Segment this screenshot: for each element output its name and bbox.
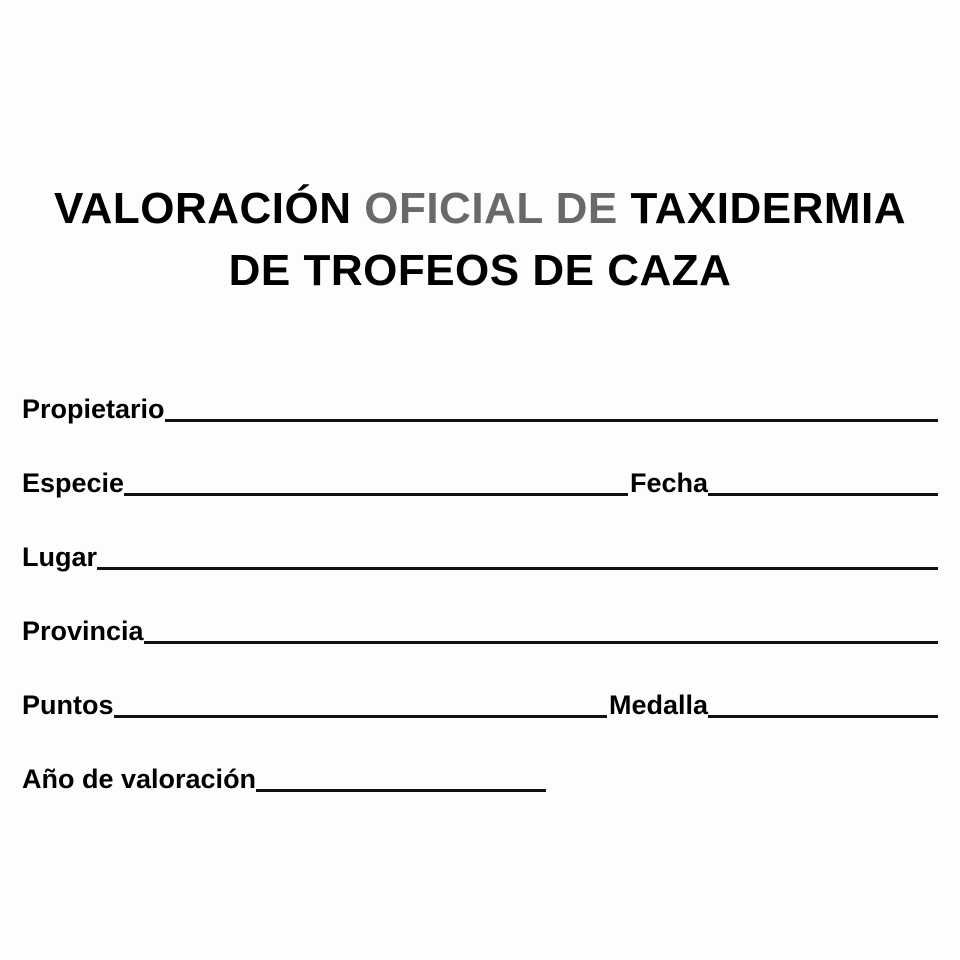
title-line-1-strong: VALORACIÓN bbox=[53, 184, 365, 233]
title-line-1-tail: TAXIDERMIA bbox=[630, 184, 906, 233]
form-fields bbox=[22, 352, 938, 796]
input-medalla[interactable] bbox=[708, 715, 938, 718]
label-medalla: Medalla bbox=[608, 690, 708, 720]
label-especie: Especie bbox=[22, 468, 125, 498]
input-puntos[interactable] bbox=[114, 715, 607, 718]
label-provincia: Provincia bbox=[22, 616, 144, 646]
form-title bbox=[0, 178, 960, 303]
input-fecha[interactable] bbox=[708, 493, 938, 496]
field-row-puntos bbox=[22, 648, 938, 722]
title-line-1 bbox=[0, 178, 960, 240]
label-ano-de-valoracion: Año de valoración bbox=[22, 764, 257, 794]
input-ano-de-valoracion[interactable] bbox=[256, 789, 546, 792]
label-lugar: Lugar bbox=[22, 542, 98, 572]
input-propietario[interactable] bbox=[165, 419, 938, 422]
field-row-lugar bbox=[22, 500, 938, 574]
label-fecha: Fecha bbox=[629, 468, 708, 498]
input-lugar[interactable] bbox=[97, 567, 938, 570]
field-row-provincia bbox=[22, 574, 938, 648]
field-row-propietario bbox=[22, 352, 938, 426]
title-line-2: DE TROFEOS DE CAZA bbox=[228, 246, 732, 296]
title-line-1-faded: OFICIAL DE bbox=[364, 184, 631, 233]
label-propietario: Propietario bbox=[22, 394, 165, 424]
field-row-especie bbox=[22, 426, 938, 500]
input-provincia[interactable] bbox=[144, 641, 938, 644]
label-puntos: Puntos bbox=[22, 690, 114, 720]
input-especie[interactable] bbox=[124, 493, 628, 496]
field-row-ano-de-valoracion bbox=[22, 722, 938, 796]
